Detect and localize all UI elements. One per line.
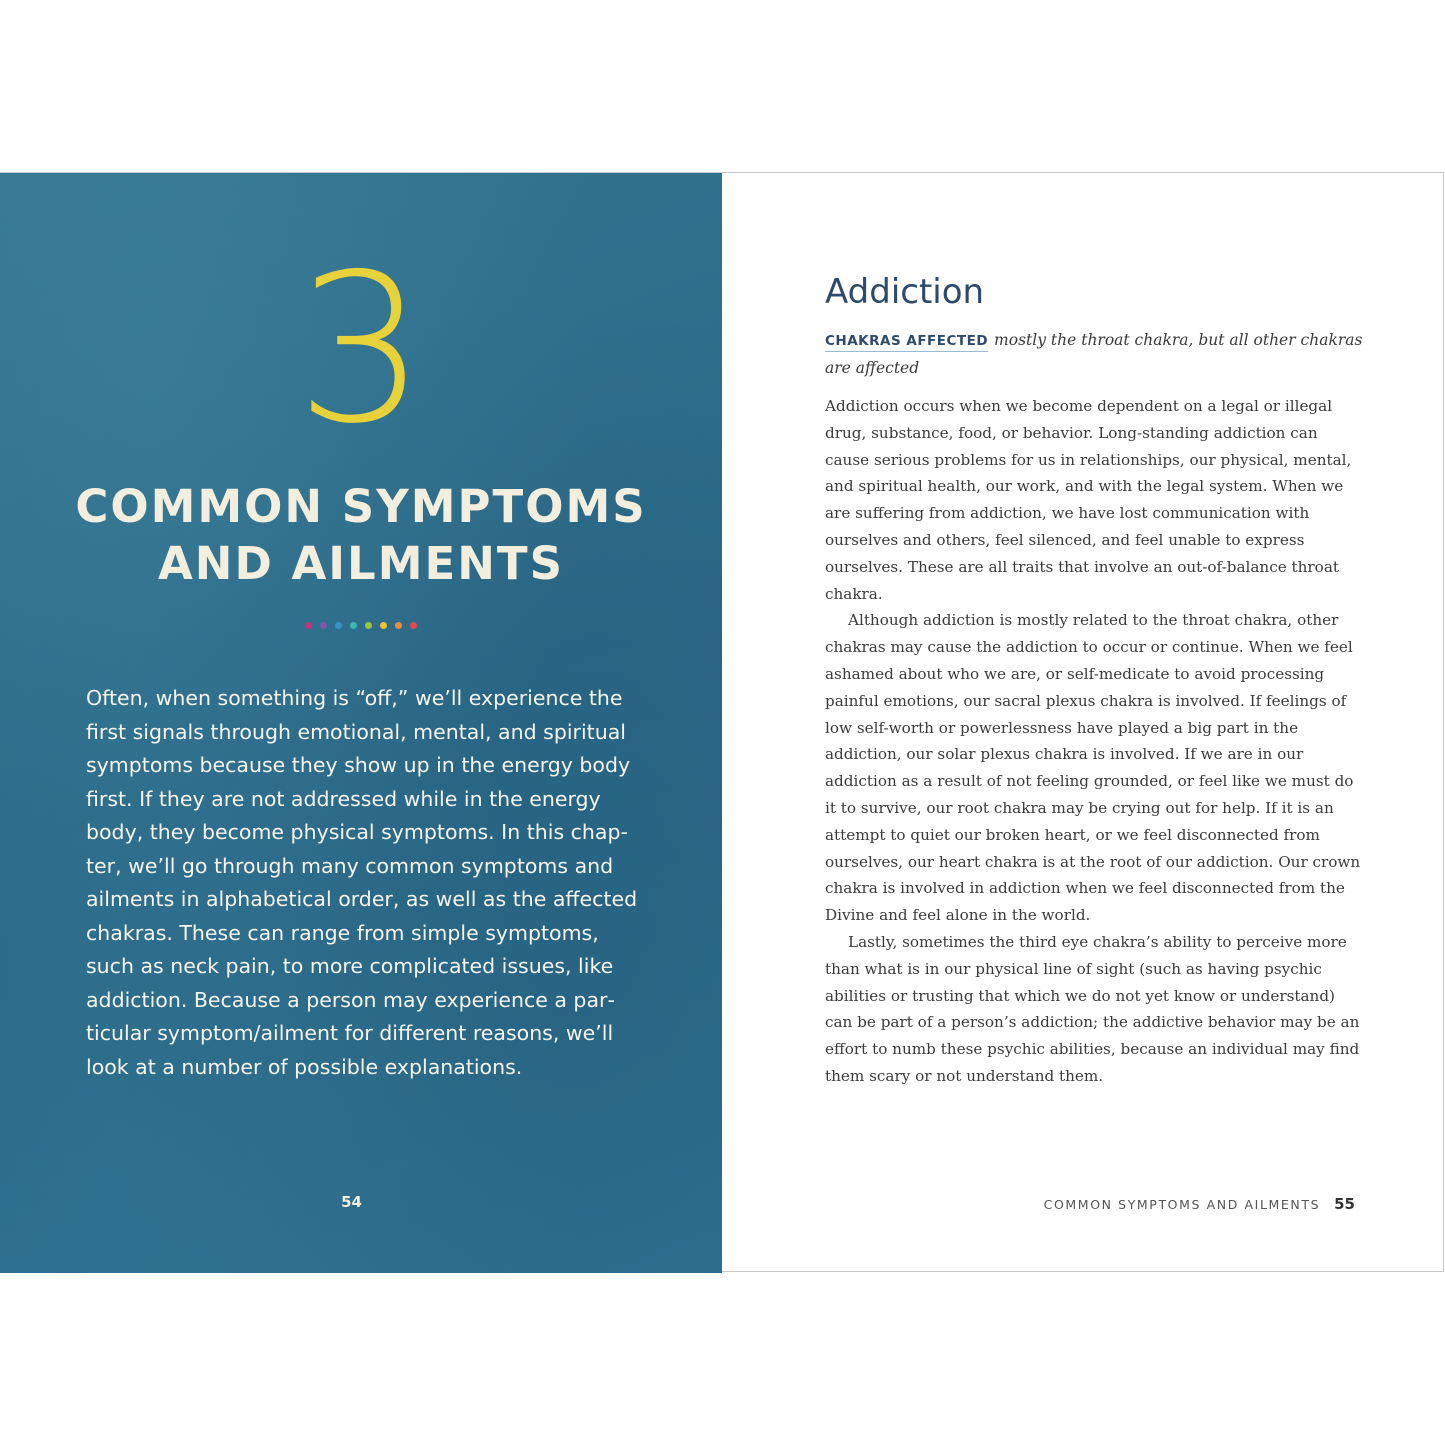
chakra-dot [335, 622, 342, 629]
right-page-entry [722, 173, 1443, 1271]
chakra-dot [305, 622, 312, 629]
page-number-right: 55 [1334, 1195, 1355, 1213]
chakra-dot [365, 622, 372, 629]
page-number-left: 54 [341, 1193, 362, 1211]
running-head-title: COMMON SYMPTOMS AND AILMENTS [1043, 1197, 1321, 1212]
entry-title: Addiction [825, 272, 985, 312]
chakra-dot [380, 622, 387, 629]
running-head [1044, 1195, 1355, 1213]
chakras-affected-label: CHAKRAS AFFECTED [825, 333, 988, 352]
chapter-intro-paragraph: Often, when something is “off,” we’ll experience the first signals through emotional, mental, and spiritual symptoms because they show up in the energy body first. If they are not addressed while in the energy body, they become physical symptoms. In this chapter, we’ll go through many common symptoms and ailments in alphabetical order, as well as the affected chakras. These can range from simple symptoms, such as neck pain, to more complicated issues, like addiction. Because a person may experience a particular symptom/ailment for different reasons, we’ll look at a number of possible explanations. [86, 686, 638, 1079]
chapter-title-line-1: COMMON SYMPTOMS [75, 480, 647, 533]
chakra-dot [410, 622, 417, 629]
chakra-dots-divider [0, 622, 722, 629]
chapter-number: 3 [295, 231, 427, 469]
entry-body [825, 393, 1363, 1090]
body-paragraph: Addiction occurs when we become dependent on a legal or illegal drug, substance, food, or behavior. Long-standing addiction can cause serious problems for us in relationships, our physical, mental, and spiritual health, our work, and with the legal system. When we are suffering from addiction, we have lost communication with ourselves and others, feel silenced, and feel unable to express ourselves. These are all traits that involve an out-of-balance throat chakra. [825, 397, 1352, 603]
left-page-chapter-opener [0, 173, 722, 1273]
chakra-dot [350, 622, 357, 629]
chakra-dot [320, 622, 327, 629]
book-spread [0, 172, 1444, 1272]
chakras-affected-line [825, 327, 1365, 382]
chakras-affected-text: mostly the throat chakra, but all other chakras are affected [825, 331, 1363, 377]
body-paragraph: Although addiction is mostly related to the throat chakra, other chakras may cause the addiction to occur or continue. When we feel ashamed about who we are, or self-medicate to avoid processing painful emotions, our sacral plexus chakra is involved. If feelings of low self-worth or powerlessness have played a big part in the addiction, our solar plexus chakra is involved. If we are in our addiction as a result of not feeling grounded, or feel like we must do it to survive, our root chakra may be crying out for help. If it is an attempt to quiet our broken heart, or we feel disconnected from ourselves, our heart chakra is at the root of our addiction. Our crown chakra is involved in addiction when we feel disconnected from the Divine and feel alone in the world. [825, 611, 1361, 925]
chapter-title [60, 478, 662, 592]
chapter-title-line-2: AND AILMENTS [157, 537, 565, 590]
chakra-dot [395, 622, 402, 629]
body-paragraph: Lastly, sometimes the third eye chakra’s ability to perceive more than what is in our physical line of sight (such as having psychic abilities or trusting that which we do not yet know or understand) can be part of a person’s addiction; the addictive behavior may be an effort to numb these psychic abilities, because an individual may find them scary or not understand them. [825, 932, 1360, 1085]
